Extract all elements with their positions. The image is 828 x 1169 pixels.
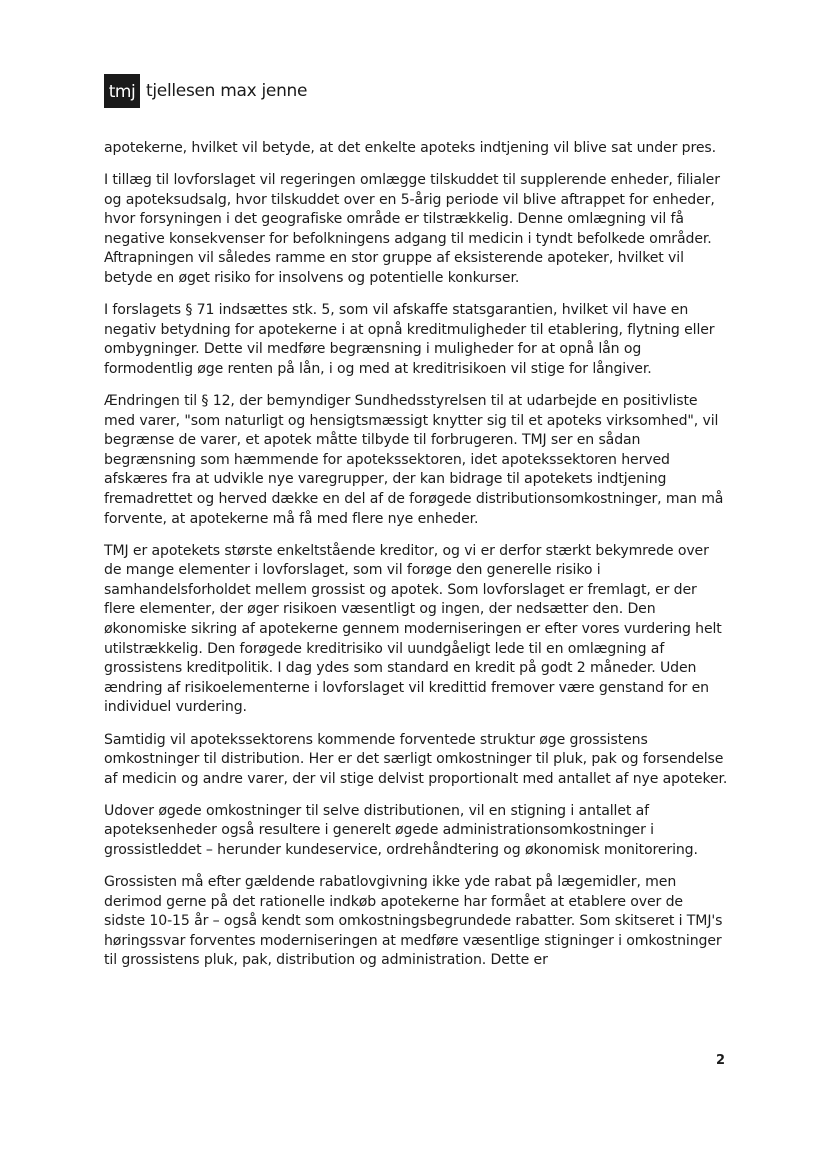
paragraph-7: Udover øgede omkostninger til selve distributionen, vil en stigning i antallet af apoteksenheder også resultere i generelt øgede administrationsomkostninger i grossistleddet – herunder kundeservice, ordrehåndtering og økonomisk monitorering. (104, 802, 698, 858)
paragraph-4: Ændringen til § 12, der bemyndiger Sundhedsstyrelsen til at udarbejde en positivliste med varer, "som naturligt og hensigtsmæssigt knytter sig til et apoteks virksomhed", vil begrænse de varer, et apotek måtte tilbyde til forbrugeren. TMJ ser en sådan begrænsning som hæmmende for apotekssektoren, idet apotekssektoren herved afskæres fra at udvikle nye varegrupper, der kan bidrage til apotekets indtjening fremadrettet og herved dække en del af de forøgede distributionsomkostninger, man må forvente, at apotekerne må få med flere nye enheder. (104, 393, 724, 527)
document-body (104, 139, 728, 984)
company-logo-mark: tmj (104, 74, 140, 108)
paragraph-2: I tillæg til lovforslaget vil regeringen omlægge tilskuddet til supplerende enheder, filialer og apoteksudsalg, hvor tilskuddet over en 5-årig periode vil blive aftrappet for enheder, hvor forsyningen i det geografiske område er tilstrækkelig. Denne omlægning vil få negative konsekvenser for befolkningens adgang til medicin i tyndt befolkede områder. Aftrapningen vil således ramme en stor gruppe af eksisterende apoteker, hvilket vil betyde en øget risiko for insolvens og potentielle konkurser. (104, 172, 720, 287)
company-name: tjellesen max jenne (146, 81, 308, 101)
paragraph-3: I forslagets § 71 indsættes stk. 5, som vil afskaffe statsgarantien, hvilket vil have en negativ betydning for apotekerne i at opnå kreditmuligheder til etablering, flytning eller ombygninger. Dette vil medføre begrænsning i muligheder for at opnå lån og formodentlig øge renten på lån, i og med at kreditrisikoen vil stige for långiver. (104, 302, 715, 377)
paragraph-6: Samtidig vil apotekssektorens kommende forventede struktur øge grossistens omkostninger til distribution. Her er det særligt omkostninger til pluk, pak og forsendelse af medicin og andre varer, der vil stige delvist proportionalt med antallet af nye apoteker. (104, 731, 728, 787)
paragraph-8: Grossisten må efter gældende rabatlovgivning ikke yde rabat på lægemidler, men derimod gerne på det rationelle indkøb apotekerne har formået at etablere over de sidste 10-15 år – også kendt som omkostningsbegrundede rabatter. Som skitseret i TMJ's høringssvar forventes moderniseringen at medføre væsentlige stigninger i omkostninger til grossistens pluk, pak, distribution og administration. Dette er (104, 874, 723, 969)
paragraph-5: TMJ er apotekets største enkeltstående kreditor, og vi er derfor stærkt bekymrede over de mange elementer i lovforslaget, som vil forøge den generelle risiko i samhandelsforholdet mellem grossist og apotek. Som lovforslaget er fremlagt, er der flere elementer, der øger risikoen væsentligt og ingen, der nedsætter den. Den økonomiske sikring af apotekerne gennem moderniseringen er efter vores vurdering helt utilstrækkelig. Den forøgede kreditrisiko vil uundgåeligt lede til en omlægning af grossistens kreditpolitik. I dag ydes som standard en kredit på godt 2 måneder. Uden ændring af risikoelementerne i lovforslaget vil kredittid fremover være genstand for en individuel vurdering. (104, 542, 722, 716)
page-number: 2 (716, 1053, 726, 1068)
paragraph-1: apotekerne, hvilket vil betyde, at det enkelte apoteks indtjening vil blive sat under pres. (104, 140, 716, 156)
letterhead (104, 74, 307, 108)
